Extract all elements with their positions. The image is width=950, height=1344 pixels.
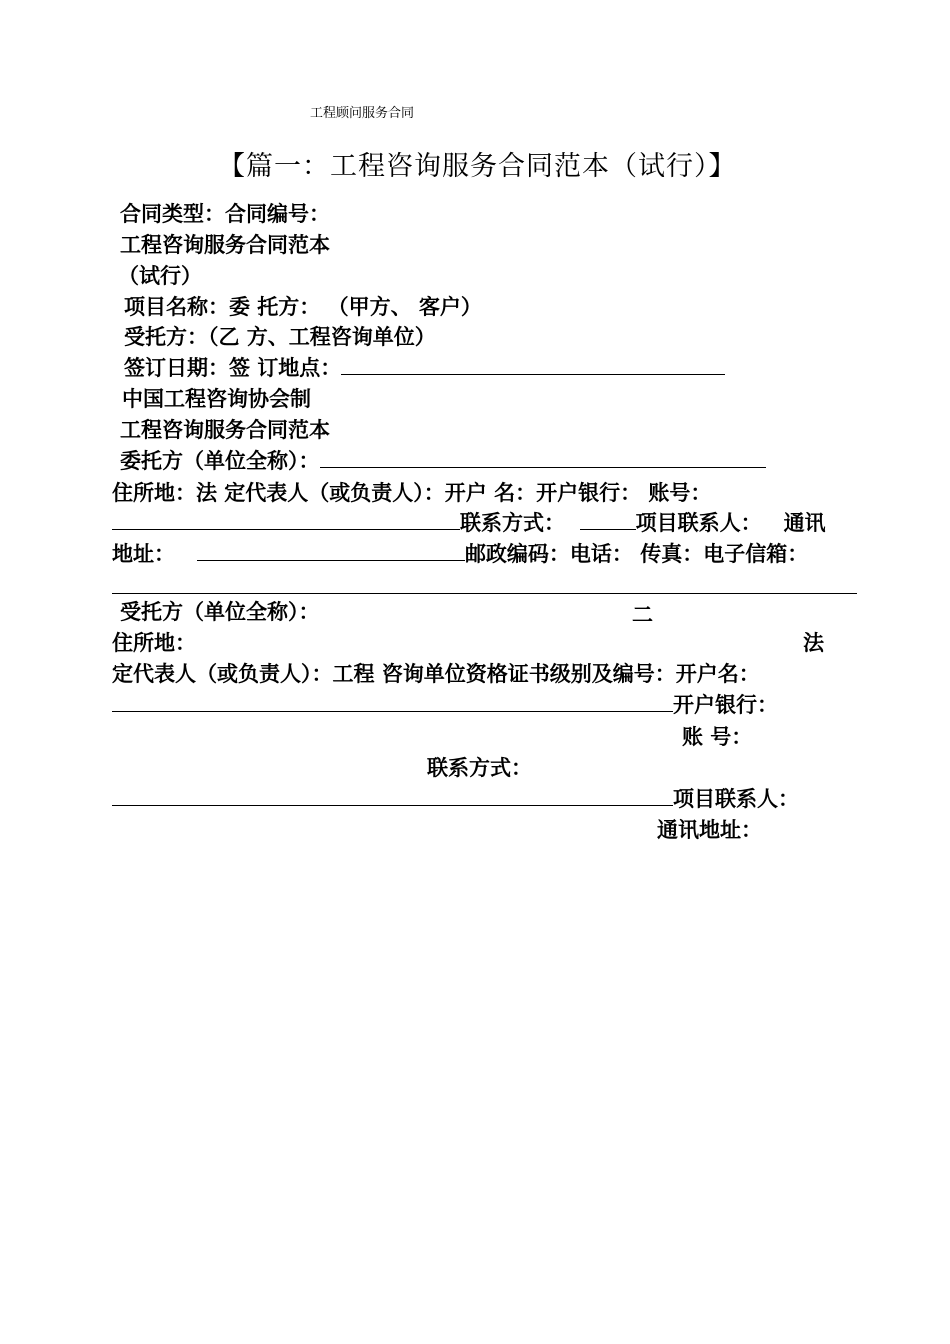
client-account-blank: [112, 511, 460, 530]
trustee-residence-label: 住所地：: [112, 630, 196, 655]
contract-template-name: 工程咨询服务合同范本: [120, 232, 330, 257]
contract-type-line: 合同类型：合同编号：: [120, 201, 330, 226]
section-marker: 二: [632, 602, 653, 627]
trustee-project-contact-label: 项目联系人：: [673, 786, 799, 811]
client-name-label: 委托方（单位全称）：: [120, 448, 320, 473]
trustee-bank-label: 开户银行：: [673, 692, 778, 717]
account-name-blank: [112, 693, 673, 712]
signing-place-blank: [341, 356, 725, 375]
trustee-project-contact-line: [112, 787, 799, 811]
contact-blank: [112, 787, 673, 806]
client-project-contact-label: 项目联系人：: [635, 510, 762, 535]
email-underline: [112, 593, 857, 594]
trustee-name-label: 受托方（单位全称）：: [120, 599, 320, 624]
document-title: 【篇一：工程咨询服务合同范本（试行）】: [218, 151, 737, 182]
trustee-bank-line: [112, 693, 778, 717]
client-residence-line: 住所地：法 定代表人（或负责人）：开户 名：开户银行： 账号：: [112, 480, 712, 505]
legal-rep-head: 法: [803, 630, 824, 655]
trustee-line: 受托方：（乙 方、工程咨询单位）: [124, 324, 436, 349]
page-header: 工程顾问服务合同: [310, 106, 415, 121]
client-contact-blank: [580, 511, 636, 530]
trustee-address-label: 通讯地址：: [657, 817, 762, 842]
trustee-legal-rep-line: 定代表人（或负责人）：工程 咨询单位资格证书级别及编号：开户名：: [112, 661, 760, 686]
trustee-account-label: 账 号：: [682, 724, 753, 749]
signing-date-label: 签订日期：签 订地点：: [124, 355, 342, 380]
client-address-head: 通讯: [783, 510, 826, 535]
client-address-label: 地址：: [112, 541, 175, 566]
client-postal-label: 邮政编码：电话： 传真：电子信箱：: [464, 541, 809, 566]
contract-template-name-2: 工程咨询服务合同范本: [120, 417, 330, 442]
client-contact-line: [112, 511, 826, 535]
signing-date-line: [124, 356, 725, 380]
client-name-blank: [320, 449, 766, 468]
project-name-line: 项目名称：委 托方： （甲方、 客户）: [124, 294, 482, 319]
trial-note: （试行）: [118, 263, 202, 288]
trustee-contact-label: 联系方式：: [427, 755, 532, 780]
client-contact-label: 联系方式：: [460, 510, 565, 535]
client-address-line: [112, 542, 808, 566]
client-name-line: [120, 449, 766, 473]
association-line: 中国工程咨询协会制: [122, 386, 311, 411]
client-address-blank: [197, 542, 465, 561]
